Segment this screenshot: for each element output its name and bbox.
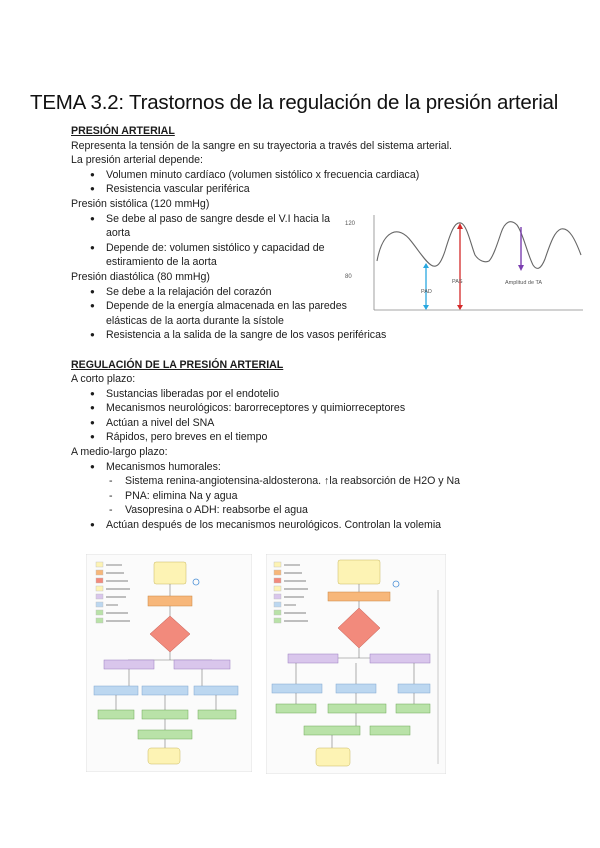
- pad-label: PAD: [421, 289, 432, 295]
- start-box: [338, 560, 380, 584]
- amplitude-label: Amplitud de TA: [505, 280, 543, 286]
- amplitude-arrow-head: [518, 265, 524, 271]
- list-item: - Sistema renina-angiotensina-aldosterona. ↑la reabsorción de H2O y Na: [109, 474, 591, 489]
- effect-box: [98, 710, 134, 719]
- mechanism-box: [194, 686, 238, 695]
- mechanism-box: [398, 684, 430, 693]
- result-box: [370, 726, 410, 735]
- short-term-label: A corto plazo:: [71, 373, 136, 386]
- list-item: ● Mecanismos neurológicos: barorreceptores y quimiorreceptores: [90, 401, 591, 416]
- list-item: [90, 460, 591, 475]
- list-item: ● Se debe al paso de sangre desde el V.I hacia la aorta: [90, 212, 348, 241]
- mechanism-box: [272, 684, 322, 693]
- effect-box: [328, 704, 386, 713]
- list-item: ● Sustancias liberadas por el endotelio: [90, 387, 591, 402]
- mechanism-box: [94, 686, 138, 695]
- effect-box: [198, 710, 236, 719]
- list-item: ● Rápidos, pero breves en el tiempo: [90, 430, 591, 445]
- humoral-label: Mecanismos humorales:: [106, 460, 221, 473]
- pad-arrow-head-down: [423, 305, 429, 310]
- diastolic-label: Presión diastólica (80 mmHg): [71, 270, 210, 283]
- long-term-list: [90, 460, 591, 475]
- list-item: ● Depende de: volumen sistólico y capacidad de estiramiento de la aorta: [90, 241, 348, 270]
- definition-text: Representa la tensión de la sangre en su trayectoria a través del sistema arterial.: [71, 139, 452, 152]
- list-item: ● Actúan después de los mecanismos neurológicos. Controlan la volemia: [90, 518, 591, 533]
- page-title: TEMA 3.2: Trastornos de la regulación de la presión arterial: [30, 91, 559, 114]
- pad-arrow-head-up: [423, 263, 429, 268]
- list-item: - PNA: elimina Na y agua: [109, 489, 591, 504]
- end-box: [148, 748, 180, 764]
- result-box: [138, 730, 192, 739]
- list-item: ● Depende de la energía almacenada en las paredes elásticas de la aorta durante la sístole: [90, 299, 352, 328]
- systolic-list: [90, 212, 348, 270]
- effect-box: [396, 704, 430, 713]
- branch-box: [174, 660, 230, 669]
- branch-box: [288, 654, 338, 663]
- process-box: [148, 596, 192, 606]
- effect-box: [276, 704, 316, 713]
- section-heading-regulacion: REGULACIÓN DE LA PRESIÓN ARTERIAL: [71, 358, 284, 371]
- pressure-wave: [377, 222, 581, 269]
- flowchart-right: [266, 554, 446, 774]
- process-box: [328, 592, 390, 601]
- humoral-list: [109, 474, 591, 518]
- pressure-wave-chart: [339, 211, 585, 313]
- depends-label: La presión arterial depende:: [71, 154, 203, 167]
- list-item: ● Resistencia vascular periférica: [90, 182, 591, 197]
- effect-box: [142, 710, 188, 719]
- long-term-label: A medio-largo plazo:: [71, 446, 168, 459]
- list-item: ● Se debe a la relajación del corazón: [90, 285, 591, 300]
- mechanism-box: [336, 684, 376, 693]
- y-top-label: 120: [345, 221, 356, 227]
- pas-label: PAS: [452, 279, 463, 285]
- start-box: [154, 562, 186, 584]
- after-list: [90, 518, 591, 533]
- mechanism-box: [142, 686, 188, 695]
- short-term-list: [90, 387, 591, 445]
- list-item: ● Volumen minuto cardíaco (volumen sistólico x frecuencia cardiaca): [90, 168, 591, 183]
- list-item: ● Actúan a nivel del SNA: [90, 416, 591, 431]
- flowchart-left: [86, 554, 252, 772]
- list-item: ● Resistencia a la salida de la sangre de los vasos periféricas: [90, 328, 591, 343]
- list-item: - Vasopresina o ADH: reabsorbe el agua: [109, 503, 591, 518]
- y-bottom-label: 80: [345, 274, 352, 280]
- result-box: [304, 726, 360, 735]
- branch-box: [370, 654, 430, 663]
- section-heading-presion: PRESIÓN ARTERIAL: [71, 125, 175, 137]
- pas-arrow-head-down: [457, 305, 463, 310]
- depends-list: [90, 168, 591, 197]
- branch-box: [104, 660, 154, 669]
- document-body: [71, 124, 591, 533]
- end-box: [316, 748, 350, 766]
- systolic-label: Presión sistólica (120 mmHg): [71, 197, 210, 210]
